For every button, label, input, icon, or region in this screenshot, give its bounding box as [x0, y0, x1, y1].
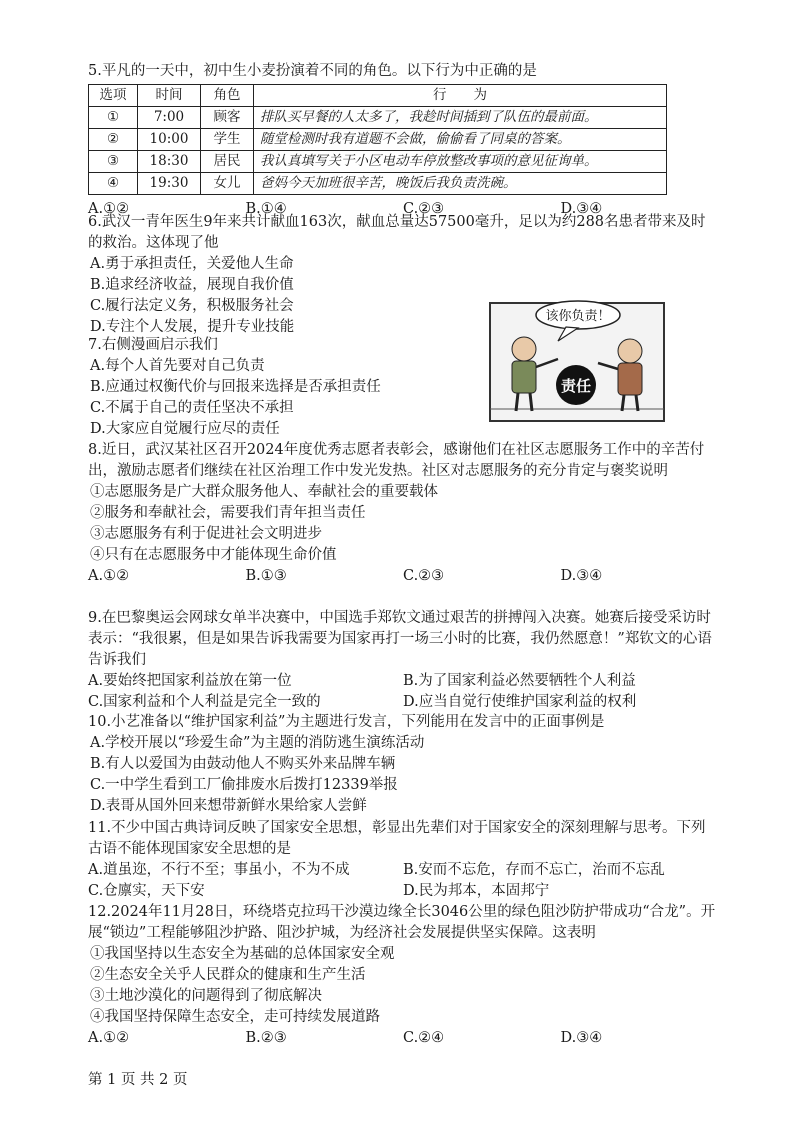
option-b: B.①③: [245, 568, 287, 584]
options-row: [88, 1028, 718, 1049]
options-row: [88, 860, 718, 881]
list-item: ②生态安全关乎人民群众的健康和生产生活: [90, 967, 366, 983]
table-header: 选项: [89, 85, 138, 107]
table-cell: 7:00: [138, 107, 201, 129]
option-d: D.③④: [560, 1030, 603, 1046]
list-item: ③土地沙漠化的问题得到了彻底解决: [90, 988, 322, 1004]
table-cell: ③: [89, 151, 138, 173]
table-cell: 18:30: [138, 151, 201, 173]
option-a: A.每个人首先要对自己负责: [90, 358, 265, 374]
table-cell: 10:00: [138, 129, 201, 151]
table-header-row: [89, 85, 667, 107]
table-row: [89, 151, 667, 173]
option-b: B.安而不忘危，存而不忘亡，治而不忘乱: [403, 862, 665, 878]
list-item: ①志愿服务是广大群众服务他人、奉献社会的重要载体: [90, 484, 438, 500]
option-c: C.②③: [403, 201, 445, 217]
option-a: A.勇于承担责任，关爱他人生命: [90, 256, 294, 272]
question-stem: 12.2024年11月28日，环绕塔克拉玛干沙漠边缘全长3046公里的绿色阻沙防护带成功“合龙”。开展“锁边”工程能够阻沙护路、阻沙护城，为经济社会发展提供坚实保障。这表明: [88, 904, 716, 941]
question-stem: 5.平凡的一天中，初中生小麦扮演着不同的角色。以下行为中正确的是: [88, 63, 537, 79]
question-7: [88, 335, 488, 440]
option-a: A.学校开展以“珍爱生命”为主题的消防逃生演练活动: [90, 735, 425, 751]
cartoon-label: 责任: [560, 377, 592, 395]
list-item: ②服务和奉献社会，需要我们青年担当责任: [90, 505, 366, 521]
table-row: [89, 129, 667, 151]
option-b: B.②③: [245, 1030, 287, 1046]
table-cell: 19:30: [138, 173, 201, 195]
speech-text: 该你负责！: [545, 309, 611, 324]
options-row: [88, 671, 718, 692]
cartoon-image: [488, 297, 666, 425]
question-5: [88, 61, 718, 220]
table-cell: 随堂检测时我有道题不会做，偷偷看了同桌的答案。: [254, 129, 667, 151]
table-cell: 顾客: [201, 107, 254, 129]
option-c: C.仓廪实，天下安: [88, 883, 205, 899]
options-row: [88, 692, 718, 713]
option-b: B.为了国家利益必然要牺牲个人利益: [403, 673, 636, 689]
options-row: [88, 881, 718, 902]
list-item: ①我国坚持以生态安全为基础的总体国家安全观: [90, 946, 395, 962]
question-stem: 11.不少中国古典诗词反映了国家安全思想，彰显出先辈们对于国家安全的深刻理解与思考。下列古语不能体现国家安全思想的是: [88, 820, 706, 857]
option-d: D.民为邦本，本固邦宁: [403, 883, 550, 899]
question-8: [88, 440, 718, 587]
question-stem: 9.在巴黎奥运会网球女单半决赛中，中国选手郑钦文通过艰苦的拼搏闯入决赛。她赛后接受采访时表示：“我很累，但是如果告诉我需要为国家再打一场三小时的比赛，我仍然愿意！”郑钦文的心语告诉我们: [88, 610, 712, 668]
table-cell: 我认真填写关于小区电动车停放整改事项的意见征询单。: [254, 151, 667, 173]
option-a: A.要始终把国家利益放在第一位: [88, 673, 292, 689]
table-cell: ②: [89, 129, 138, 151]
option-d: D.大家应自觉履行应尽的责任: [90, 421, 280, 437]
question-stem: 6.武汉一青年医生9年来共计献血163次，献血总量达57500毫升，足以为约288名患者带来及时的救治。这体现了他: [88, 214, 706, 251]
table-cell: 排队买早餐的人太多了，我趁时间插到了队伍的最前面。: [254, 107, 667, 129]
list-item: ④我国坚持保障生态安全，走可持续发展道路: [90, 1009, 380, 1025]
question-stem: 7.右侧漫画启示我们: [88, 337, 218, 353]
page-footer: 第 1 页 共 2 页: [88, 1072, 188, 1088]
table-header: 角色: [201, 85, 254, 107]
table-row: [89, 107, 667, 129]
table-cell: 爸妈今天加班很辛苦，晚饭后我负责洗碗。: [254, 173, 667, 195]
table-cell: ④: [89, 173, 138, 195]
option-d: D.应当自觉行使维护国家利益的权利: [403, 694, 637, 710]
option-d: D.③④: [560, 568, 603, 584]
option-d: D.③④: [560, 201, 603, 217]
option-c: C.不属于自己的责任坚决不承担: [90, 400, 294, 416]
option-b: B.有人以爱国为由鼓动他人不购买外来品牌车辆: [90, 756, 396, 772]
option-a: A.①②: [88, 201, 130, 217]
option-c: C.国家利益和个人利益是完全一致的: [88, 694, 321, 710]
table-cell: ①: [89, 107, 138, 129]
question-10: [88, 712, 718, 817]
cartoon-drawing: [488, 297, 666, 425]
list-item: ③志愿服务有利于促进社会文明进步: [90, 526, 322, 542]
question-stem: 10.小艺准备以“维护国家利益”为主题进行发言，下列能用在发言中的正面事例是: [88, 714, 605, 730]
question-12: [88, 902, 718, 1049]
option-c: C.履行法定义务，积极服务社会: [90, 298, 294, 314]
table-cell: 女儿: [201, 173, 254, 195]
role-table: [88, 84, 667, 195]
table-cell: 居民: [201, 151, 254, 173]
option-c: C.②③: [403, 568, 445, 584]
option-b: B.①④: [245, 201, 287, 217]
question-stem: 8.近日，武汉某社区召开2024年度优秀志愿者表彰会，感谢他们在社区志愿服务工作中的辛苦付出，激励志愿者们继续在社区治理工作中发光发热。社区对志愿服务的充分肯定与褒奖说明: [88, 442, 705, 479]
question-9: [88, 608, 718, 713]
option-a: A.①②: [88, 568, 130, 584]
table-cell: 学生: [201, 129, 254, 151]
table-header: 行 为: [254, 85, 667, 107]
option-c: C.一中学生看到工厂偷排废水后拨打12339举报: [90, 777, 398, 793]
option-c: C.②④: [403, 1030, 445, 1046]
list-item: ④只有在志愿服务中才能体现生命价值: [90, 547, 337, 563]
option-b: B.追求经济收益，展现自我价值: [90, 277, 294, 293]
option-d: D.表哥从国外回来想带新鲜水果给家人尝鲜: [90, 798, 367, 814]
option-a: A.①②: [88, 1030, 130, 1046]
table-row: [89, 173, 667, 195]
option-a: A.道虽迩，不行不至；事虽小，不为不成: [88, 862, 350, 878]
option-b: B.应通过权衡代价与回报来选择是否承担责任: [90, 379, 381, 395]
question-11: [88, 818, 718, 902]
option-d: D.专注个人发展，提升专业技能: [90, 319, 295, 335]
options-row: [88, 566, 718, 587]
table-header: 时间: [138, 85, 201, 107]
